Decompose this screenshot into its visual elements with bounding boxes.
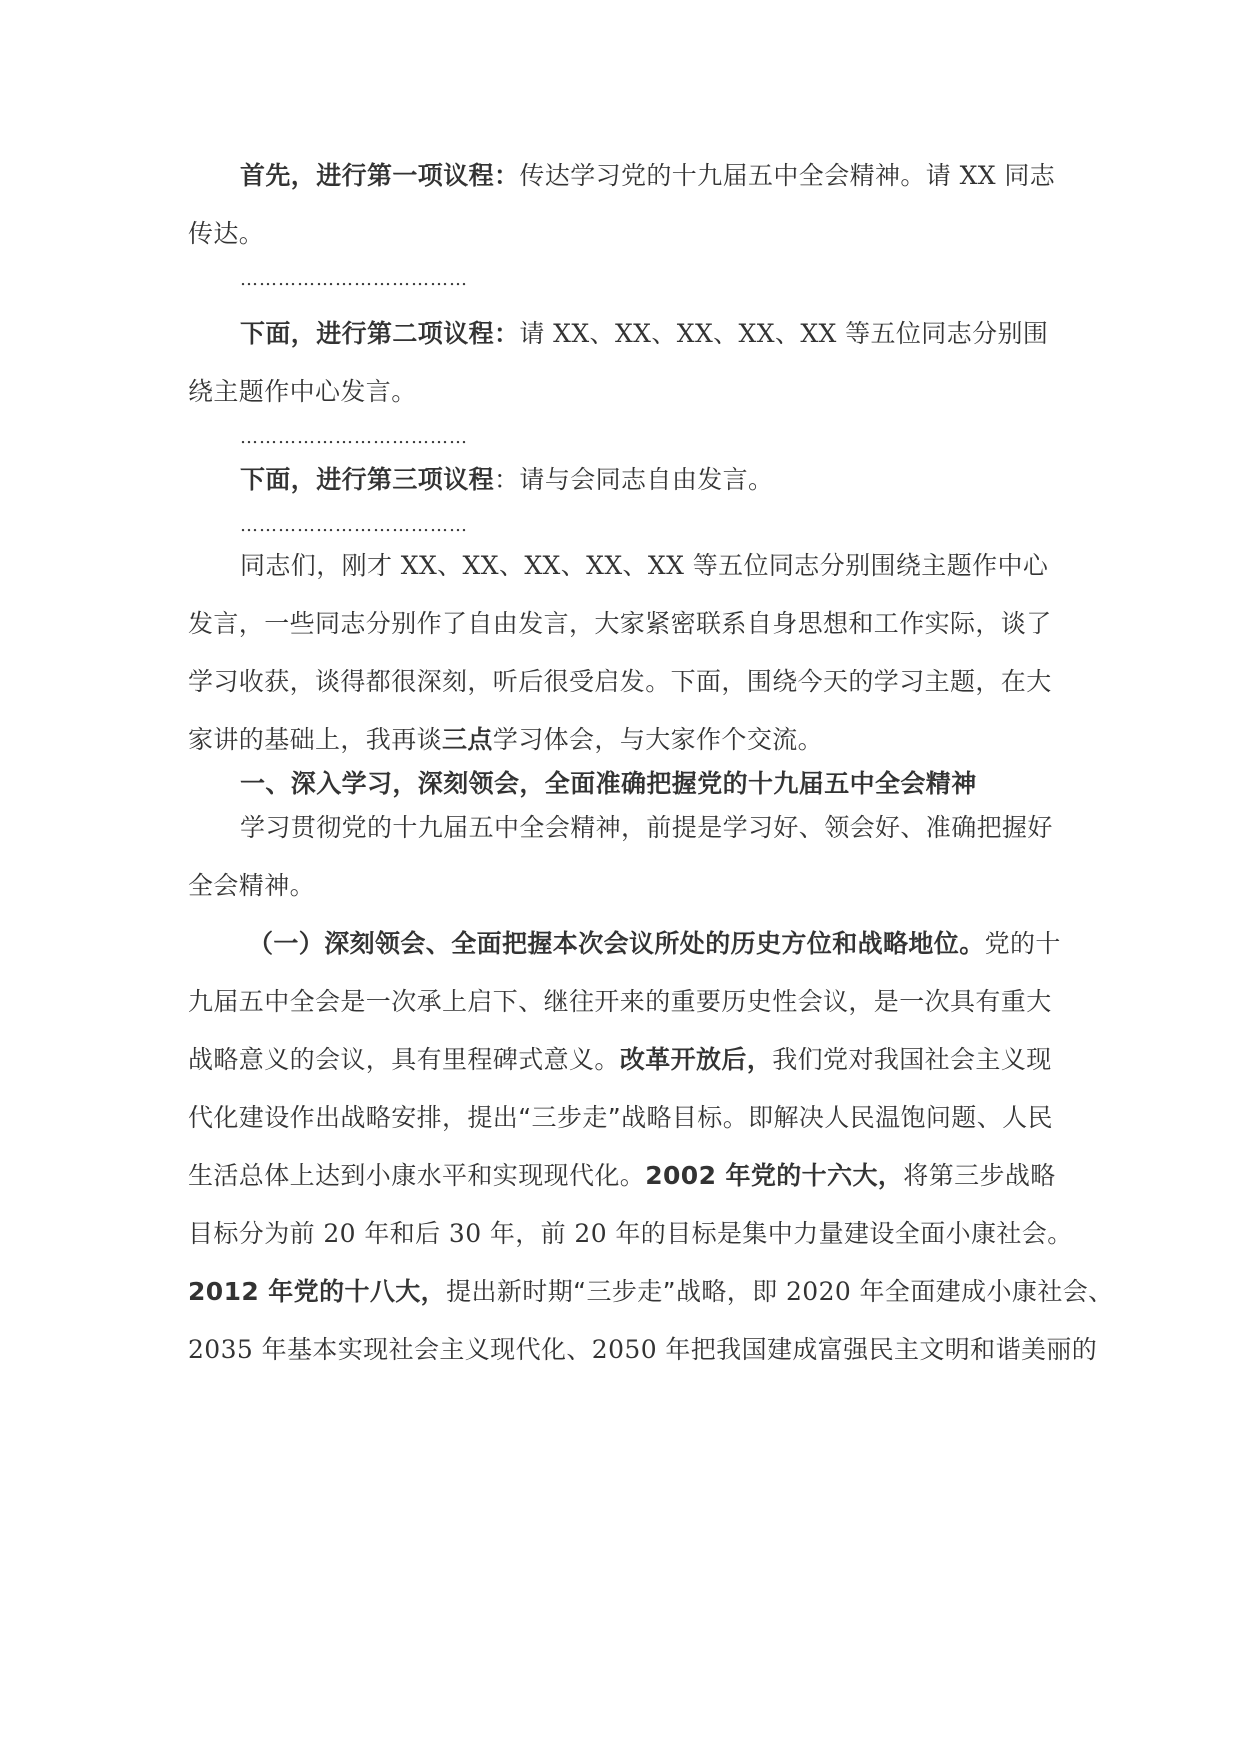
subsection-text: 提出新时期“三步走”战略，即	[446, 1277, 786, 1306]
summary-paragraph-line-4	[188, 722, 1058, 758]
agenda-item-3-text: ：请与会同志自由发言。	[494, 465, 774, 494]
subsection-line-6	[188, 1216, 1073, 1252]
subsection-text: 年，前	[481, 1219, 575, 1248]
subsection-text: 目标分为前	[188, 1219, 324, 1248]
section-intro-line-1: 学习贯彻党的十九届五中全会精神，前提是学习好、领会好、准确把握好	[240, 813, 1053, 842]
summary-paragraph-line-1	[240, 548, 1058, 584]
summary-text: 同志们，刚才	[240, 551, 401, 580]
subsection-text: 年基本实现社会主义现代化、	[253, 1335, 592, 1364]
year-count: 30	[448, 1219, 482, 1248]
agenda-item-1	[240, 158, 1058, 194]
subsection-emphasis: 改革开放后，	[619, 1045, 773, 1074]
subsection-line-7	[188, 1274, 1114, 1310]
subsection-line-8	[188, 1332, 1098, 1368]
agenda-item-2-text-end: 等五位同志分别围	[836, 319, 1049, 348]
subsection-line-1	[248, 926, 1061, 962]
subsection-heading: （一）深刻领会、全面把握本次会议所处的历史方位和战略地位。	[248, 929, 985, 958]
agenda-item-3	[240, 462, 1058, 498]
summary-names: XX、XX、XX、XX、XX	[400, 551, 685, 580]
year-value: 2050	[591, 1335, 658, 1364]
agenda-item-1-text: 传达学习党的十九届五中全会精神。请	[519, 161, 960, 190]
summary-emphasis: 三点	[442, 725, 493, 754]
year-count: 20	[323, 1219, 356, 1248]
ellipsis-separator-2: ………………………………	[240, 427, 468, 448]
agenda-item-2-lead: 下面，进行第二项议程：	[240, 319, 520, 348]
agenda-item-1-continuation: 传达。	[188, 219, 265, 248]
summary-text-end: 学习体会，与大家作个交流。	[492, 725, 824, 754]
summary-paragraph-line-2: 发言，一些同志分别作了自由发言，大家紧密联系自身思想和工作实际，谈了	[188, 609, 1052, 638]
year-value: 2035	[188, 1335, 254, 1364]
summary-paragraph-line-3: 学习收获，谈得都很深刻，听后很受启发。下面，围绕今天的学习主题，在大	[188, 667, 1052, 696]
agenda-item-1-text-end: 同志	[995, 161, 1056, 190]
agenda-item-2	[240, 316, 1058, 352]
subsection-text: 年全面建成小康社会、	[851, 1277, 1114, 1306]
year-value: 2020	[785, 1277, 852, 1306]
subsection-line-5	[188, 1158, 1058, 1194]
ellipsis-separator-1: ………………………………	[240, 269, 468, 290]
subsection-emphasis: 2002 年党的十六大，	[645, 1161, 904, 1190]
agenda-item-1-name: XX	[959, 161, 996, 190]
subsection-text: 年和后	[355, 1219, 449, 1248]
section-heading-1: 一、深入学习，深刻领会，全面准确把握党的十九届五中全会精神	[240, 769, 977, 798]
agenda-item-1-lead: 首先，进行第一项议程：	[240, 161, 520, 190]
summary-text-end: 等五位同志分别围绕主题作中心	[684, 551, 1049, 580]
subsection-text: 党的十	[984, 929, 1061, 958]
agenda-item-3-lead: 下面，进行第三项议程	[240, 465, 495, 494]
subsection-emphasis: 2012 年党的十八大，	[188, 1277, 447, 1306]
subsection-text: 生活总体上达到小康水平和实现现代化。	[188, 1161, 646, 1190]
subsection-text-end: 将第三步战略	[903, 1161, 1056, 1190]
subsection-line-3	[188, 1042, 1058, 1078]
subsection-text: 年把我国建成富强民主文明和谐美丽的	[657, 1335, 1098, 1364]
subsection-text: 年的目标是集中力量建设全面小康社会。	[607, 1219, 1073, 1248]
subsection-text-end: 我们党对我国社会主义现	[772, 1045, 1052, 1074]
summary-text: 家讲的基础上，我再谈	[188, 725, 443, 754]
subsection-line-4: 代化建设作出战略安排，提出“三步走”战略目标。即解决人民温饱问题、人民	[188, 1103, 1053, 1132]
year-count: 20	[574, 1219, 608, 1248]
ellipsis-separator-3: ………………………………	[240, 515, 468, 536]
subsection-line-2: 九届五中全会是一次承上启下、继往开来的重要历史性会议，是一次具有重大	[188, 987, 1052, 1016]
agenda-item-2-names: XX、XX、XX、XX、XX	[553, 319, 837, 348]
agenda-item-2-text: 请	[519, 319, 554, 348]
section-intro-line-2: 全会精神。	[188, 871, 316, 900]
subsection-text: 战略意义的会议，具有里程碑式意义。	[188, 1045, 620, 1074]
agenda-item-2-continuation: 绕主题作中心发言。	[188, 377, 417, 406]
